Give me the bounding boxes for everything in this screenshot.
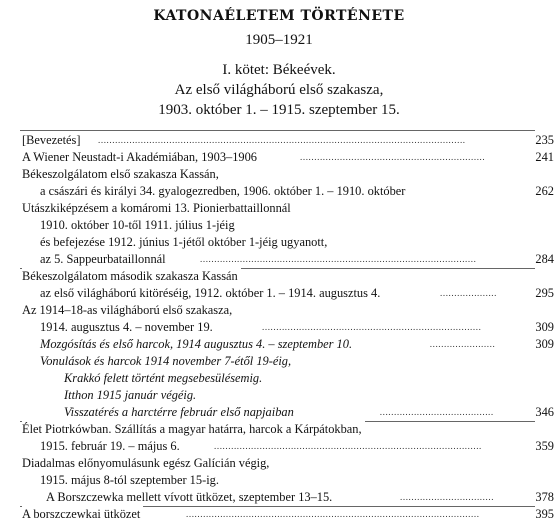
toc-leader-dots: ................................................................................................. xyxy=(200,254,477,264)
toc-entry[interactable] xyxy=(0,387,558,404)
toc-entry-text: Élet Piotrkówban. Szállítás a magyar határra, harcok a Kárpátokban, xyxy=(22,421,365,438)
toc-entry[interactable] xyxy=(0,421,558,438)
volume-subtitle-line1: Az első világháború első szakasza, xyxy=(174,82,384,98)
toc-entry[interactable] xyxy=(0,268,558,285)
toc-leader-dots: ................................................................. xyxy=(300,152,486,162)
toc-leader-dots: ................................. xyxy=(400,492,495,502)
toc-entry[interactable] xyxy=(0,200,558,217)
book-years: 1905–1921 xyxy=(245,32,313,48)
toc-entry-page: 235 xyxy=(535,133,554,147)
toc-entry[interactable] xyxy=(0,302,558,319)
toc-leader-dots: .................... xyxy=(440,288,497,298)
toc-entry-page: 359 xyxy=(535,439,554,453)
toc-entry-text: Diadalmas előnyomulásunk egész Galícián végig, xyxy=(22,455,272,472)
toc-entry-text: Az 1914–18-as világháború első szakasza, xyxy=(22,302,235,319)
toc-entry-page: 284 xyxy=(535,252,554,266)
toc-entry[interactable] xyxy=(0,234,558,251)
toc-entry[interactable] xyxy=(0,506,558,523)
toc-leader-dots: ....................... xyxy=(430,339,496,349)
toc-entry-page: 309 xyxy=(535,337,554,351)
toc-entry-page: 395 xyxy=(535,507,554,521)
toc-entry-text: Krakkó felett történt megsebesülésemig. xyxy=(64,370,265,387)
toc-entry-text: Békeszolgálatom második szakasza Kassán xyxy=(22,268,241,285)
toc-top-rule xyxy=(20,130,535,131)
toc-entry[interactable] xyxy=(0,217,558,234)
volume-title: I. kötet: Békeévek. xyxy=(222,62,336,78)
toc-entry[interactable] xyxy=(0,183,558,200)
toc-entry[interactable] xyxy=(0,438,558,455)
toc-entry-text: Vonulások és harcok 1914 november 7-étől 19-éig, xyxy=(40,353,294,370)
toc-entry[interactable] xyxy=(0,336,558,353)
toc-entry-text: Mozgósítás és első harcok, 1914 augusztus 4. – szeptember 10. xyxy=(40,336,355,353)
toc-leader-dots: ........................................ xyxy=(380,407,494,417)
book-title: KATONAÉLETEM TÖRTÉNETE xyxy=(153,8,405,24)
toc-entry-text: az első világháború kitöréséig, 1912. október 1. – 1914. augusztus 4. xyxy=(40,285,383,302)
toc-entry[interactable] xyxy=(0,251,558,268)
toc-entry-text: 1914. augusztus 4. – november 19. xyxy=(40,319,216,336)
volume-subtitle-line2: 1903. október 1. – 1915. szeptember 15. xyxy=(158,102,400,118)
toc-entry[interactable] xyxy=(0,455,558,472)
toc-entry[interactable] xyxy=(0,404,558,421)
toc-entry-page: 309 xyxy=(535,320,554,334)
toc-entry-page: 262 xyxy=(535,184,554,198)
toc-entry-text: Visszatérés a harctérre február első napjaiban xyxy=(64,404,297,421)
toc-entry-page: 378 xyxy=(535,490,554,504)
toc-entry[interactable] xyxy=(0,285,558,302)
toc-entry-text: az 5. Sappeurbataillonnál xyxy=(40,251,169,268)
toc-entry[interactable] xyxy=(0,149,558,166)
toc-entry-text: A Borszczewka mellett vívott ütközet, szeptember 13–15. xyxy=(46,489,335,506)
toc-entry-text: Békeszolgálatom első szakasza Kassán, xyxy=(22,166,222,183)
toc-entry-text: A Wiener Neustadt-i Akadémiában, 1903–1906 xyxy=(22,149,260,166)
toc-entry-page: 295 xyxy=(535,286,554,300)
toc-entry-page: 241 xyxy=(535,150,554,164)
toc-entry-text: 1915. február 19. – május 6. xyxy=(40,438,183,455)
toc-entry[interactable] xyxy=(0,472,558,489)
toc-entry-page: 346 xyxy=(535,405,554,419)
toc-entry[interactable] xyxy=(0,353,558,370)
toc-entry-text: [Bevezetés] xyxy=(22,132,83,149)
toc-entry-text: és befejezése 1912. június 1-jétől október 1-jéig ugyanott, xyxy=(40,234,330,251)
toc-entry-text: 1915. május 8-tól szeptember 15-ig. xyxy=(40,472,222,489)
toc-entry[interactable] xyxy=(0,319,558,336)
toc-leader-dots: ............................................................................. xyxy=(262,322,482,332)
toc-leader-dots: ................................................................................................................................. xyxy=(98,135,466,145)
toc-entry-text: a császári és királyi 34. gyalogezredben, 1906. október 1. – 1910. október xyxy=(40,183,408,200)
toc-leader-dots: ....................................................................................................... xyxy=(186,509,480,519)
toc-entry-text: Utászkiképzésem a komáromi 13. Pionierbattaillonnál xyxy=(22,200,294,217)
toc-entry-text: 1910. október 10-től 1911. július 1-jéig xyxy=(40,217,238,234)
toc-entry-text: Itthon 1915 január végéig. xyxy=(64,387,199,404)
toc-entry-text: A borszczewkai ütközet xyxy=(22,506,143,523)
toc-leader-dots: .............................................................................................. xyxy=(214,441,482,451)
toc-entry[interactable] xyxy=(0,132,558,149)
toc-entry[interactable] xyxy=(0,166,558,183)
toc-entry[interactable] xyxy=(0,370,558,387)
toc-entry[interactable] xyxy=(0,489,558,506)
